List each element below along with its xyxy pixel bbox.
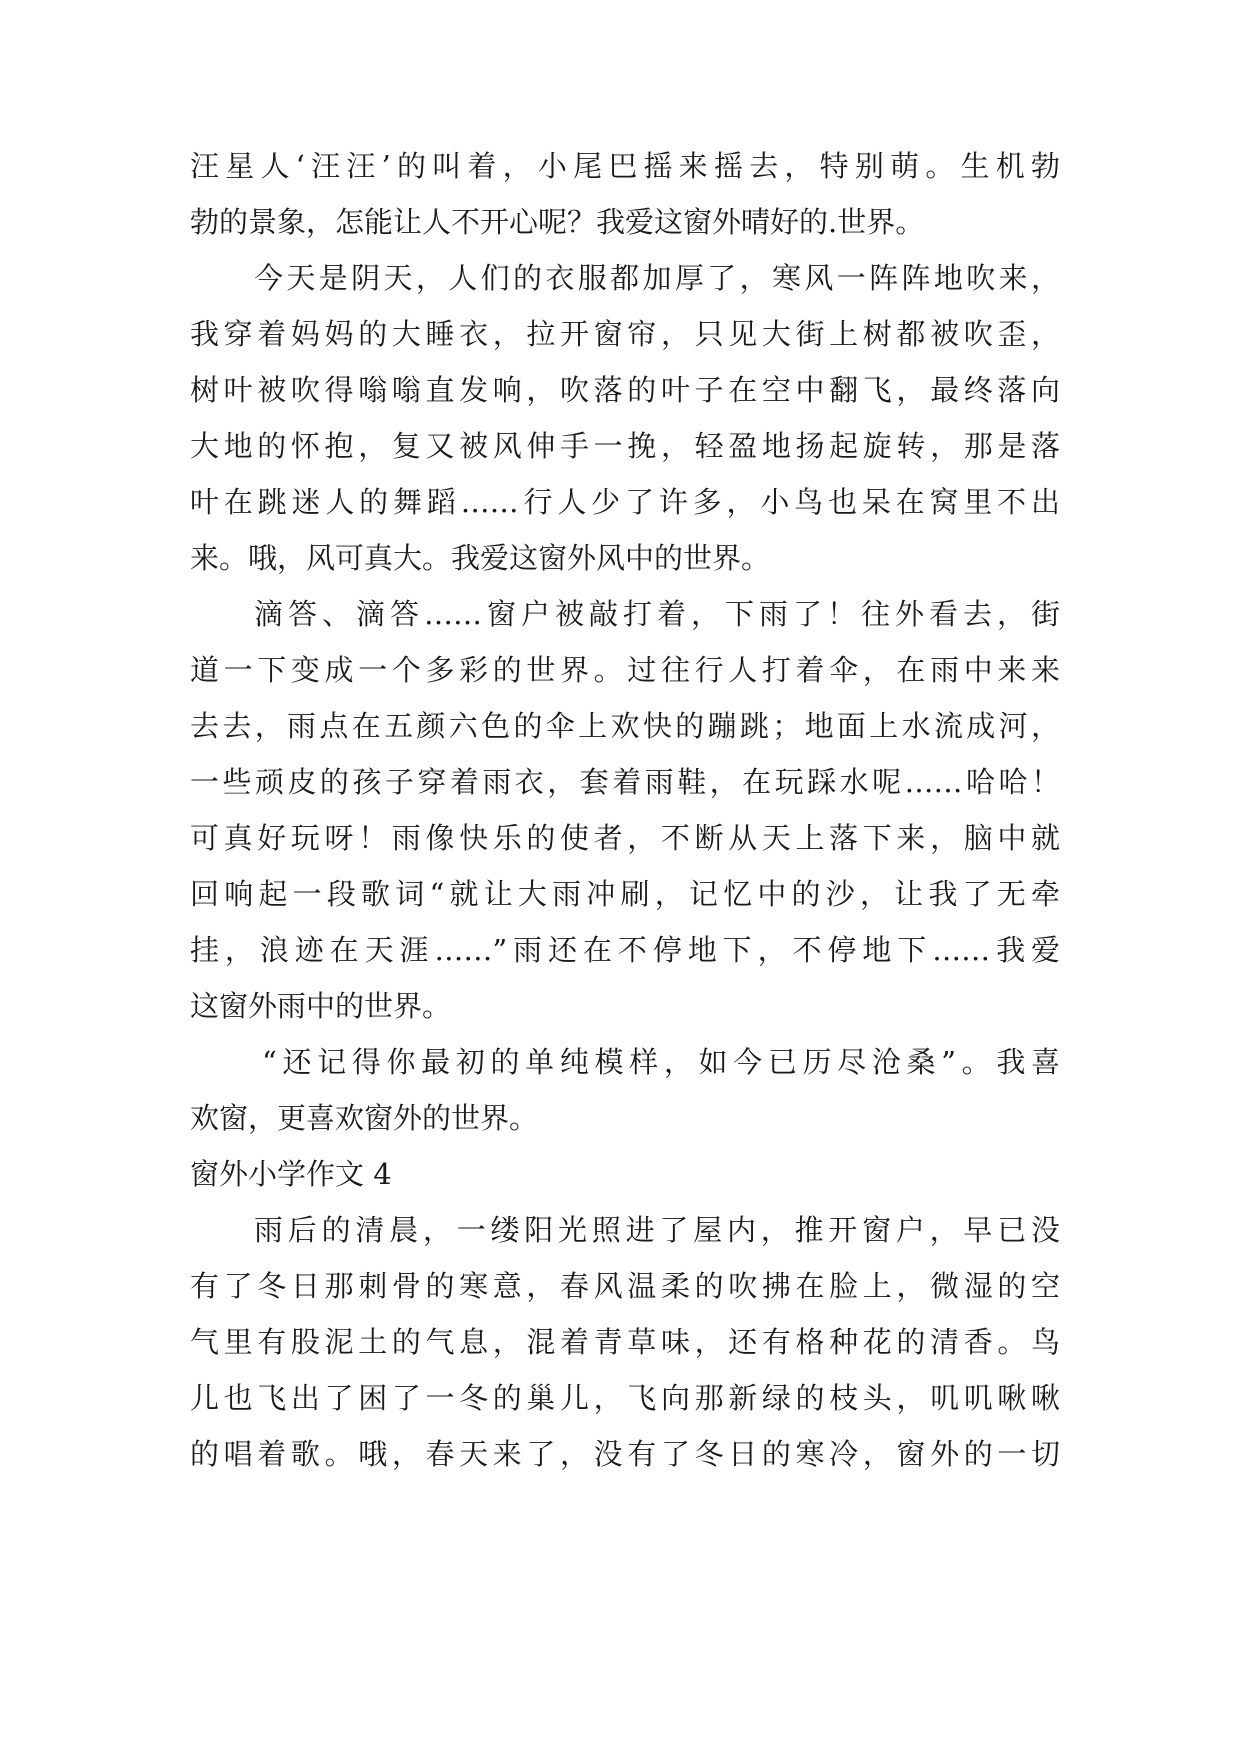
text-line: 欢窗，更喜欢窗外的世界。: [190, 1101, 539, 1135]
paragraph-start-line: 滴答、滴答……窗户被敲打着，下雨了！往外看去，街: [254, 597, 1060, 631]
text-line: 一些顽皮的孩子穿着雨衣，套着雨鞋，在玩踩水呢……哈哈！: [190, 765, 1060, 799]
text-line: 叶在跳迷人的舞蹈……行人少了许多，小鸟也呆在窝里不出: [190, 485, 1060, 519]
text-line: 勃的景象，怎能让人不开心呢？我爱这窗外晴好的.世界。: [190, 205, 925, 239]
paragraph-start-line: “还记得你最初的单纯模样，如今已历尽沧桑”。我喜: [262, 1045, 1060, 1079]
text-line: 可真好玩呀！雨像快乐的使者，不断从天上落下来，脑中就: [190, 821, 1060, 855]
text-line: 大地的怀抱，复又被风伸手一挽，轻盈地扬起旋转，那是落: [190, 429, 1060, 463]
text-line: 这窗外雨中的世界。: [190, 989, 452, 1023]
text-line: 我穿着妈妈的大睡衣，拉开窗帘，只见大街上树都被吹歪，: [190, 317, 1060, 351]
paragraph-start-line: 今天是阴天，人们的衣服都加厚了，寒风一阵阵地吹来，: [254, 261, 1060, 295]
text-line: 去去，雨点在五颜六色的伞上欢快的蹦跳；地面上水流成河，: [190, 709, 1060, 743]
paragraph-start-line: 雨后的清晨，一缕阳光照进了屋内，推开窗户，早已没: [254, 1213, 1060, 1247]
section-heading: 窗外小学作文 4: [190, 1157, 392, 1191]
text-line: 来。哦，风可真大。我爱这窗外风中的世界。: [190, 541, 771, 575]
text-line: 回响起一段歌词“就让大雨冲刷，记忆中的沙，让我了无牵: [190, 877, 1060, 911]
text-line: 儿也飞出了困了一冬的巢儿，飞向那新绿的枝头，叽叽啾啾: [190, 1381, 1060, 1415]
text-line: 挂，浪迹在天涯……”雨还在不停地下，不停地下……我爱: [190, 933, 1060, 967]
text-line: 气里有股泥土的气息，混着青草味，还有格种花的清香。鸟: [190, 1325, 1060, 1359]
text-line: 汪星人‘汪汪’的叫着，小尾巴摇来摇去，特别萌。生机勃: [190, 149, 1060, 183]
text-line: 有了冬日那刺骨的寒意，春风温柔的吹拂在脸上，微湿的空: [190, 1269, 1060, 1303]
text-line: 树叶被吹得嗡嗡直发响，吹落的叶子在空中翻飞，最终落向: [190, 373, 1060, 407]
text-line: 的唱着歌。哦，春天来了，没有了冬日的寒冷，窗外的一切: [190, 1437, 1060, 1471]
text-line: 道一下变成一个多彩的世界。过往行人打着伞，在雨中来来: [190, 653, 1060, 687]
